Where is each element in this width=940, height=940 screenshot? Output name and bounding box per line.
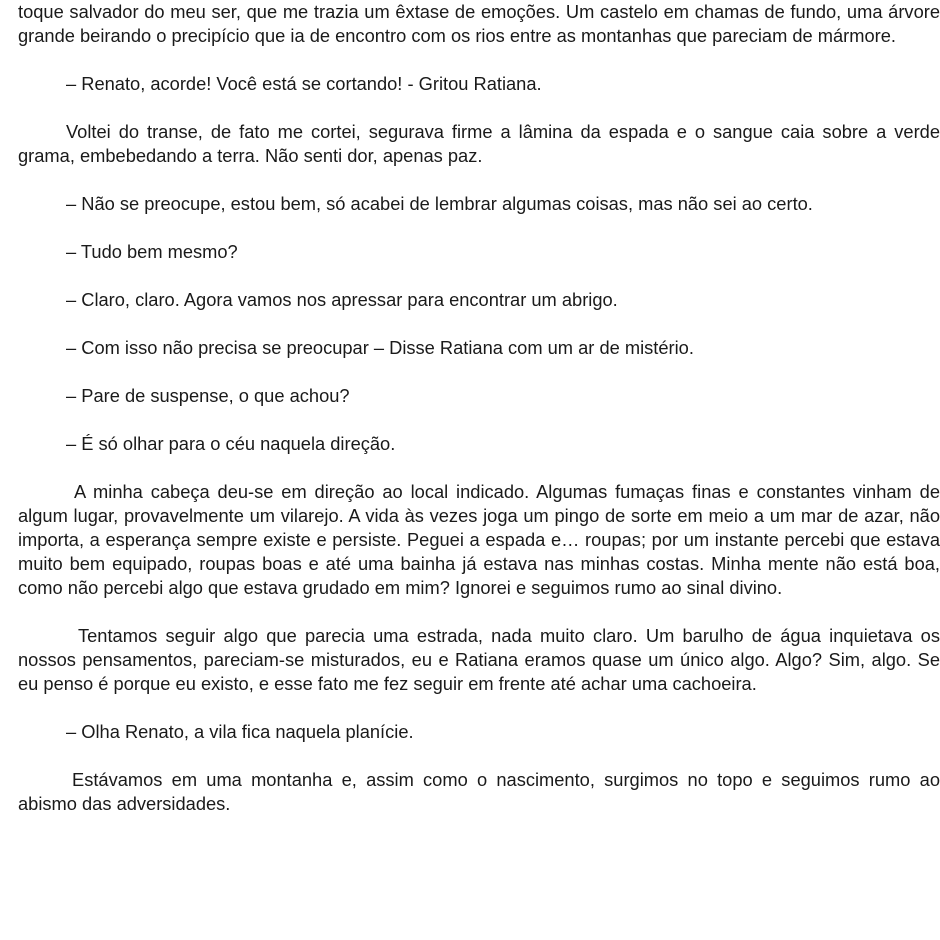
dialogue-line-7: – É só olhar para o céu naquela direção. — [66, 433, 396, 454]
paragraph-gap — [18, 168, 940, 192]
dialogue-line-5: – Com isso não precisa se preocupar – Disse Ratiana com um ar de mistério. — [66, 337, 694, 358]
paragraph-gap — [18, 696, 940, 720]
paragraph-gap — [18, 264, 940, 288]
paragraph-3: A minha cabeça deu-se em direção ao local indicado. Algumas fumaças finas e constantes vinham de algum lugar, provavelmente um vilarejo. A vida às vezes joga um pingo de sorte em meio a um mar de azar, não importa, a esperança sempre existe e persiste. Peguei a espada e… roupas; por um instante percebi que estava muito bem equipado, roupas boas e até uma bainha já estava nas minhas costas. Minha mente não está boa, como não percebi algo que estava grudado em mim? Ignorei e seguimos rumo ao sinal divino. — [18, 481, 940, 598]
paragraph-gap — [18, 360, 940, 384]
dialogue-line-2: – Não se preocupe, estou bem, só acabei de lembrar algumas coisas, mas não sei ao certo. — [66, 193, 813, 214]
paragraph-gap — [18, 312, 940, 336]
dialogue-line-6: – Pare de suspense, o que achou? — [66, 385, 350, 406]
paragraph-gap — [18, 96, 940, 120]
dialogue-line-1: – Renato, acorde! Você está se cortando! - Gritou Ratiana. — [66, 73, 542, 94]
paragraph-gap — [18, 744, 940, 768]
dialogue-line-3: – Tudo bem mesmo? — [66, 241, 238, 262]
paragraph-gap — [18, 456, 940, 480]
dialogue-line-4: – Claro, claro. Agora vamos nos apressar para encontrar um abrigo. — [66, 289, 618, 310]
paragraph-gap — [18, 216, 940, 240]
document-page — [18, 0, 940, 816]
paragraph-5: Estávamos em uma montanha e, assim como o nascimento, surgimos no topo e seguimos rumo ao abismo das adversidades. — [18, 769, 940, 814]
paragraph-gap — [18, 48, 940, 72]
paragraph-1: toque salvador do meu ser, que me trazia um êxtase de emoções. Um castelo em chamas de fundo, uma árvore grande beirando o precipício que ia de encontro com os rios entre as montanhas que pareciam de mármore. — [18, 1, 940, 46]
paragraph-4: Tentamos seguir algo que parecia uma estrada, nada muito claro. Um barulho de água inquietava os nossos pensamentos, pareciam-se misturados, eu e Ratiana eramos quase um único algo. Algo? Sim, algo. Se eu penso é porque eu existo, e esse fato me fez seguir em frente até achar uma cachoeira. — [18, 625, 940, 694]
dialogue-line-8: – Olha Renato, a vila fica naquela planície. — [66, 721, 414, 742]
paragraph-2: Voltei do transe, de fato me cortei, segurava firme a lâmina da espada e o sangue caia sobre a verde grama, embebedando a terra. Não senti dor, apenas paz. — [18, 121, 940, 166]
paragraph-gap — [18, 600, 940, 624]
paragraph-gap — [18, 408, 940, 432]
